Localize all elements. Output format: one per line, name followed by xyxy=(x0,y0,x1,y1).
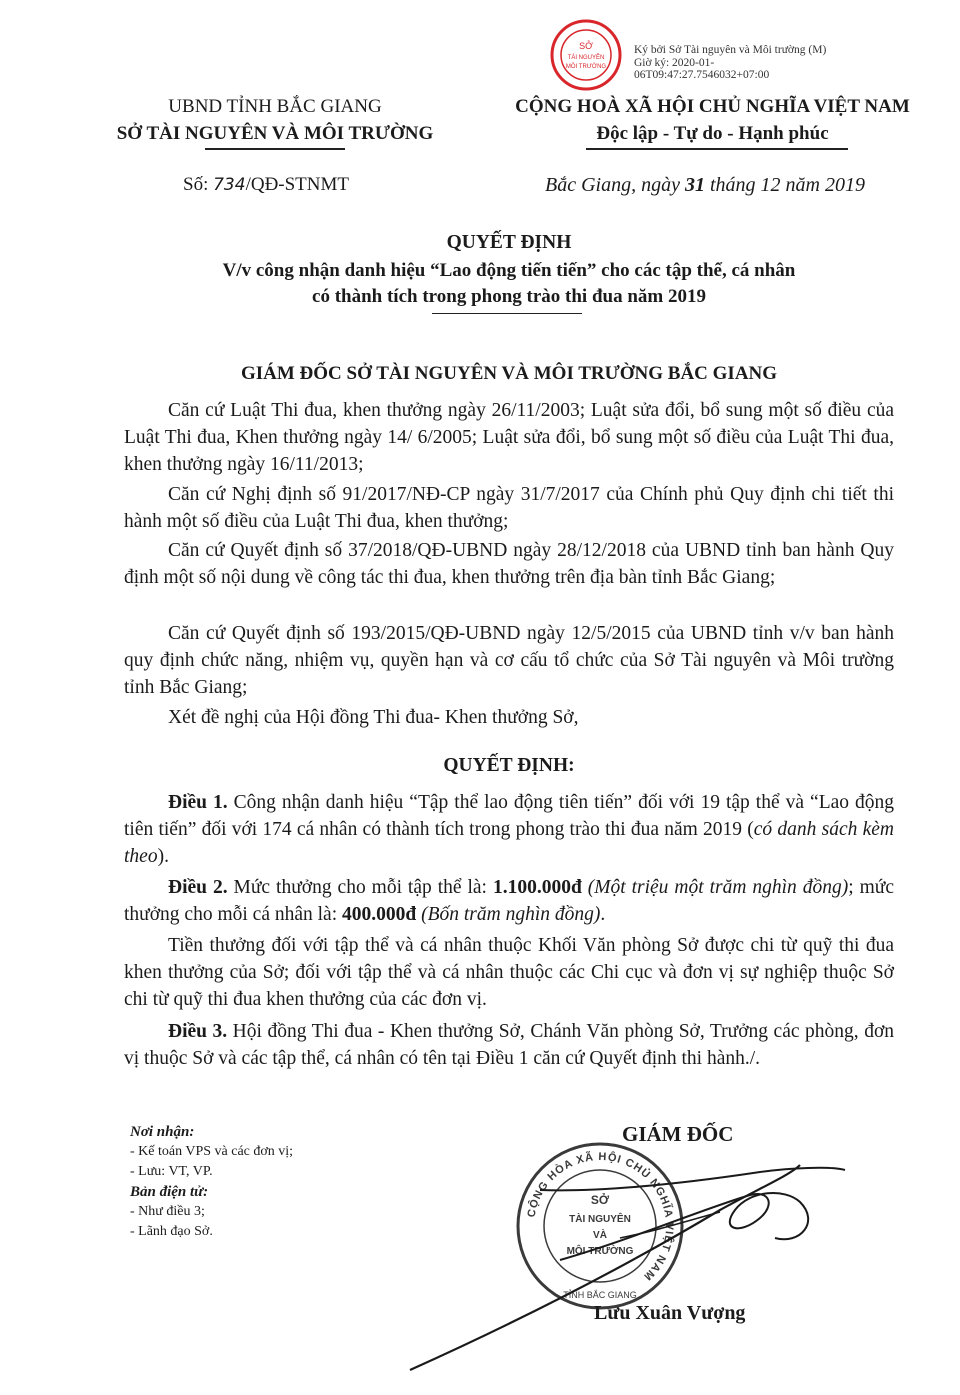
sign-timestamp-line: 06T09:47:27.7546032+07:00 xyxy=(634,69,770,81)
preamble-5: Xét đề nghị của Hội đồng Thi đua- Khen thưởng Sở, xyxy=(168,707,579,728)
recipients-heading: Nơi nhận: xyxy=(130,1124,195,1140)
article-1-italic: có danh sách kèm theo xyxy=(124,819,894,867)
issuing-authority: GIÁM ĐỐC SỞ TÀI NGUYÊN VÀ MÔI TRƯỜNG BẮC GIANG xyxy=(240,363,778,384)
article-2-amount-1: 1.100.000đ xyxy=(492,877,582,898)
issue-date xyxy=(545,174,865,197)
doc-number-suffix: /QĐ-STNMT xyxy=(245,174,350,195)
preamble-2: Căn cứ Nghị định số 91/2017/NĐ-CP ngày 31/7/2017 của Chính phủ Quy định chi tiết thi hành một số điều của Luật Thi đua, khen thưởng; xyxy=(124,484,894,532)
signer-line: Ký bởi Sở Tài nguyên và Môi trường (M) xyxy=(634,44,827,56)
electronic-item: - Lãnh đạo Sở. xyxy=(130,1224,213,1239)
motto-underline xyxy=(586,148,848,150)
doc-number-prefix: Số: xyxy=(183,174,214,195)
stamp-ring-text: CỘNG HÒA XÃ HỘI CHỦ NGHĨA VIỆT NAM xyxy=(525,1150,676,1283)
article-2-paragraph-2: Tiền thưởng đối với tập thể và cá nhân thuộc Khối Văn phòng Sở được chi từ quỹ thi đua khen thưởng của Sở; đối với tập thể và cá nhân thuộc các Chi cục và đơn vị sự nghiệp thuộc Sở chi từ quỹ thi đua khen thưởng của các đơn vị. xyxy=(124,935,894,1010)
province-committee: UBND TỈNH BẮC GIANG xyxy=(168,96,382,117)
article-2-amount-2: 400.000đ xyxy=(342,904,417,925)
stamp-bottom-text: TỈNH BẮC GIANG xyxy=(563,1290,637,1300)
article-3-text: Hội đồng Thi đua - Khen thưởng Sở, Chánh Văn phòng Sở, Trưởng các phòng, đơn vị thuộc Sở và các tập thể, cá nhân có tên tại Điều 1 căn cứ Quyết định thi hành./. xyxy=(124,1021,895,1069)
subtitle-line-2: có thành tích trong phong trào thi đua năm 2019 xyxy=(312,286,706,307)
date-day-handwritten: 31 xyxy=(684,174,705,196)
article-1-end: ). xyxy=(157,846,169,867)
stamp-center-1: SỞ xyxy=(590,1193,610,1207)
article-3-label: Điều 3. xyxy=(168,1021,228,1042)
article-2 xyxy=(124,874,894,928)
preamble-3: Căn cứ Quyết định số 37/2018/QĐ-UBND ngày 28/12/2018 của UBND tỉnh ban hành Quy định một số nội dung về công tác thi đua, khen thưởng trên địa bàn tỉnh Bắc Giang; xyxy=(124,540,894,588)
decision-heading: QUYẾT ĐỊNH: xyxy=(443,755,575,776)
article-1 xyxy=(124,789,894,870)
article-3 xyxy=(124,1018,894,1072)
country-name: CỘNG HOÀ XÃ HỘI CHỦ NGHĨA VIỆT NAM xyxy=(515,96,910,117)
recipient-item: - Lưu: VT, VP. xyxy=(130,1164,213,1179)
document-title: QUYẾT ĐỊNH xyxy=(446,232,572,253)
preamble-1: Căn cứ Luật Thi đua, khen thưởng ngày 26/11/2003; Luật sửa đổi, bổ sung một số điều của Luật Thi đua, Khen thưởng ngày 14/ 6/2005; Luật sửa đổi, bổ sung một số điều của Luật Thi đua, khen thưởng ngày 16/11/2013; xyxy=(124,400,894,475)
date-place: Bắc Giang, ngày xyxy=(545,174,685,196)
red-digital-stamp xyxy=(546,18,626,92)
article-2-amount-1-words: (Một triệu một trăm nghìn đồng) xyxy=(581,877,849,898)
recipient-item: - Kế toán VPS và các đơn vị; xyxy=(130,1144,294,1159)
stamp-text-1: SỞ xyxy=(579,41,593,51)
preamble-4: Căn cứ Quyết định số 193/2015/QĐ-UBND ngày 12/5/2015 của UBND tỉnh v/v ban hành quy định chức năng, nhiệm vụ, quyền hạn và cơ cấu tổ chức của Sở Tài nguyên và Môi trường tỉnh Bắc Giang; xyxy=(124,623,894,698)
date-rest: tháng 12 năm 2019 xyxy=(704,174,865,196)
issuer-block xyxy=(90,93,460,147)
subtitle-line-1: V/v công nhận danh hiệu “Lao động tiến tiến” cho các tập thể, cá nhân xyxy=(222,260,796,281)
stamp-center-3: VÀ xyxy=(593,1230,607,1241)
article-2-text-2: ; mức thưởng cho mỗi cá nhân là: xyxy=(124,877,895,925)
stamp-center-2: TÀI NGUYÊN xyxy=(569,1214,631,1225)
digital-signature-info xyxy=(634,44,934,82)
article-2-end: . xyxy=(600,904,606,925)
sign-time-line: Giờ ký: 2020-01- xyxy=(634,56,715,69)
doc-number-handwritten: 734 xyxy=(213,175,246,195)
electronic-item: - Như điều 3; xyxy=(130,1204,205,1219)
article-2-text-1: Mức thưởng cho mỗi tập thể là: xyxy=(227,877,493,898)
signature-title: GIÁM ĐỐC xyxy=(622,1122,734,1146)
article-1-label: Điều 1. xyxy=(168,792,228,813)
stamp-center-4: MÔI TRƯỜNG xyxy=(566,1246,634,1257)
signer-name: Lưu Xuân Vượng xyxy=(594,1302,746,1324)
handwritten-signature xyxy=(390,1150,850,1380)
article-2-label: Điều 2. xyxy=(168,877,228,898)
article-2-amount-2-words: (Bốn trăm nghìn đồng) xyxy=(416,904,601,925)
electronic-heading: Bản điện tử: xyxy=(130,1184,209,1200)
stamp-text-3: MÔI TRƯỜNG xyxy=(565,64,607,70)
title-underline xyxy=(432,313,582,314)
title-subtitle xyxy=(124,258,894,310)
article-1-text: Công nhận danh hiệu “Tập thể lao động tiên tiến” đối với 19 tập thể và “Lao động tiên tiến” đối với 174 cá nhân có thành tích trong phong trào thi đua năm 2019 ( xyxy=(124,792,895,840)
issuer-underline xyxy=(205,148,345,150)
national-motto-block xyxy=(490,93,935,147)
stamp-text-2: TÀI NGUYÊN xyxy=(567,55,605,61)
recipients-block xyxy=(130,1122,430,1242)
document-number xyxy=(183,174,349,196)
department-name: SỞ TÀI NGUYÊN VÀ MÔI TRƯỜNG xyxy=(116,123,434,144)
motto: Độc lập - Tự do - Hạnh phúc xyxy=(596,123,829,144)
